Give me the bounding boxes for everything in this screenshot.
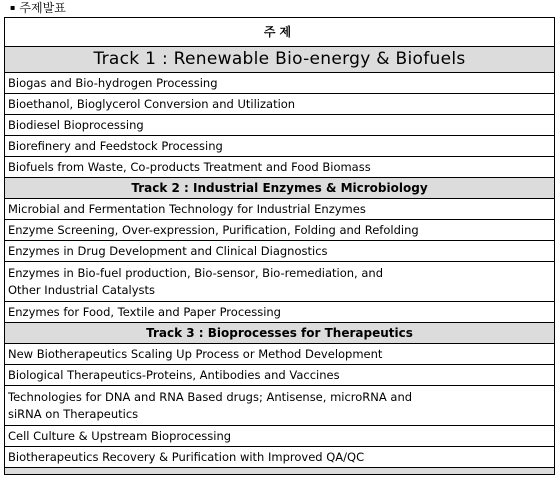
topic-cell: Enzymes in Drug Development and Clinical Diagnostics <box>5 241 555 262</box>
table-row <box>5 73 555 94</box>
topic-cell: Technologies for DNA and RNA Based drugs; Antisense, microRNA and siRNA on Therapeutics <box>5 386 555 426</box>
table-row <box>5 386 555 426</box>
topic-cell: Biorefinery and Feedstock Processing <box>5 136 555 157</box>
table-row <box>5 115 555 136</box>
topic-cell: Cell Culture & Upstream Bioprocessing <box>5 426 555 447</box>
track-title: Track 2 : Industrial Enzymes & Microbiology <box>5 178 555 199</box>
table-row <box>5 344 555 365</box>
table-row <box>5 157 555 178</box>
topic-cell: Enzymes in Bio-fuel production, Bio-sensor, Bio-remediation, and Other Industrial Catalysts <box>5 262 555 302</box>
table-row <box>5 447 555 468</box>
topic-cell: Enzyme Screening, Over-expression, Purification, Folding and Refolding <box>5 220 555 241</box>
table-row <box>5 426 555 447</box>
table-row <box>5 262 555 302</box>
table-row <box>5 220 555 241</box>
bullet-icon: ▪ <box>10 3 16 12</box>
topic-cell: Biological Therapeutics-Proteins, Antibodies and Vaccines <box>5 365 555 386</box>
topic-cell: Bioethanol, Bioglycerol Conversion and Utilization <box>5 94 555 115</box>
table-row <box>5 302 555 323</box>
track-header-row <box>5 47 555 73</box>
table-row <box>5 199 555 220</box>
track-header-row <box>5 323 555 344</box>
table-row <box>5 365 555 386</box>
table-header: 주제 <box>5 18 555 47</box>
topic-cell-empty <box>5 468 555 475</box>
table-row <box>5 241 555 262</box>
section-caption <box>10 0 66 16</box>
topic-cell: Biodiesel Bioprocessing <box>5 115 555 136</box>
topic-cell: Enzymes for Food, Textile and Paper Processing <box>5 302 555 323</box>
table-row <box>5 94 555 115</box>
table-row-cut-off <box>5 468 555 475</box>
topics-table <box>4 17 555 475</box>
topic-cell: Biotherapeutics Recovery & Purification with Improved QA/QC <box>5 447 555 468</box>
topic-cell: Microbial and Fermentation Technology for Industrial Enzymes <box>5 199 555 220</box>
track-title: Track 3 : Bioprocesses for Therapeutics <box>5 323 555 344</box>
topic-cell: Biogas and Bio-hydrogen Processing <box>5 73 555 94</box>
track-title: Track 1 : Renewable Bio-energy & Biofuels <box>5 47 555 73</box>
topic-cell: New Biotherapeutics Scaling Up Process or Method Development <box>5 344 555 365</box>
topic-cell: Biofuels from Waste, Co-products Treatment and Food Biomass <box>5 157 555 178</box>
caption-text: 주제발표 <box>19 1 66 15</box>
table-row <box>5 136 555 157</box>
table-header-row <box>5 18 555 47</box>
track-header-row <box>5 178 555 199</box>
